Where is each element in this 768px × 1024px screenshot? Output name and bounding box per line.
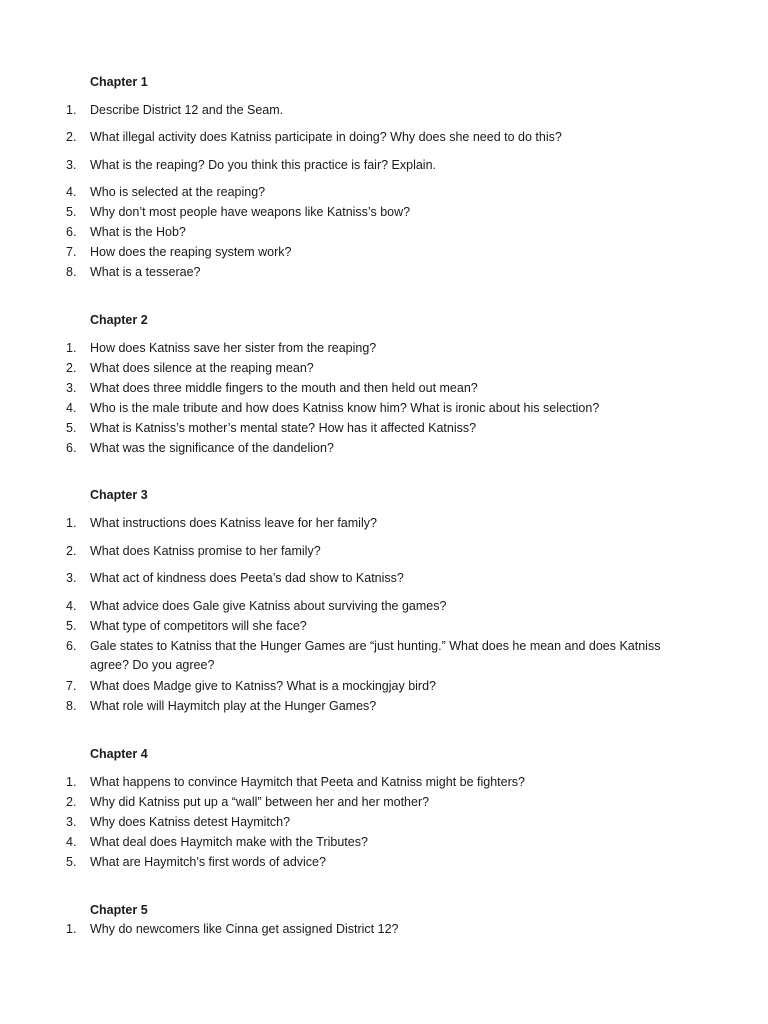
question-text: Gale states to Katniss that the Hunger Games are “just hunting.” What does he mean and does Katniss agree? Do you agree? xyxy=(90,639,661,672)
question-number: 5. xyxy=(66,421,77,435)
question-text: How does Katniss save her sister from the reaping? xyxy=(90,341,377,355)
question-text: What is the reaping? Do you think this practice is fair? Explain. xyxy=(90,158,437,172)
question-number: 1. xyxy=(66,341,77,355)
question-number: 1. xyxy=(66,775,77,789)
question-number: 1. xyxy=(66,922,77,936)
question-number: 4. xyxy=(66,401,77,415)
question-text: What is Katniss’s mother’s mental state? How has it affected Katniss? xyxy=(90,421,477,435)
question-number: 6. xyxy=(66,225,77,239)
question-number: 7. xyxy=(66,679,77,693)
question-text: Who is selected at the reaping? xyxy=(90,185,266,199)
question-text: What does Katniss promise to her family? xyxy=(90,544,321,558)
question-text: Describe District 12 and the Seam. xyxy=(90,103,284,117)
question-text: Why does Katniss detest Haymitch? xyxy=(90,815,291,829)
question-number: 6. xyxy=(66,441,77,455)
question-text: What does silence at the reaping mean? xyxy=(90,361,314,375)
question-number: 8. xyxy=(66,265,77,279)
question-number: 2. xyxy=(66,130,77,144)
question-number: 1. xyxy=(66,103,77,117)
question-text: What are Haymitch’s first words of advice? xyxy=(90,855,326,869)
question-number: 6. xyxy=(66,639,77,653)
question-number: 1. xyxy=(66,516,77,530)
question-text: Who is the male tribute and how does Katniss know him? What is ironic about his selection? xyxy=(90,401,600,415)
question-text: What deal does Haymitch make with the Tributes? xyxy=(90,835,368,849)
chapter-title: Chapter 3 xyxy=(90,488,148,502)
question-text: What happens to convince Haymitch that Peeta and Katniss might be fighters? xyxy=(90,775,525,789)
question-text: What instructions does Katniss leave for her family? xyxy=(90,516,377,530)
question-text: Why don’t most people have weapons like Katniss’s bow? xyxy=(90,205,411,219)
question-number: 3. xyxy=(66,381,77,395)
question-text: What type of competitors will she face? xyxy=(90,619,307,633)
question-number: 4. xyxy=(66,835,77,849)
question-text: What advice does Gale give Katniss about surviving the games? xyxy=(90,599,447,613)
question-number: 2. xyxy=(66,795,77,809)
question-number: 3. xyxy=(66,571,77,585)
question-number: 8. xyxy=(66,699,77,713)
question-text: Why did Katniss put up a “wall” between her and her mother? xyxy=(90,795,430,809)
question-text: What does Madge give to Katniss? What is a mockingjay bird? xyxy=(90,679,437,693)
question-text: What is the Hob? xyxy=(90,225,186,239)
question-number: 4. xyxy=(66,599,77,613)
question-text: Why do newcomers like Cinna get assigned District 12? xyxy=(90,922,399,936)
question-number: 5. xyxy=(66,205,77,219)
question-number: 4. xyxy=(66,185,77,199)
question-number: 3. xyxy=(66,815,77,829)
question-text: What is a tesserae? xyxy=(90,265,201,279)
question-number: 7. xyxy=(66,245,77,259)
question-text: What was the significance of the dandelion? xyxy=(90,441,334,455)
chapter-title: Chapter 5 xyxy=(90,903,148,917)
question-number: 5. xyxy=(66,855,77,869)
question-number: 2. xyxy=(66,361,77,375)
question-text: How does the reaping system work? xyxy=(90,245,292,259)
question-text: What act of kindness does Peeta’s dad show to Katniss? xyxy=(90,571,404,585)
chapter-title: Chapter 1 xyxy=(90,75,148,89)
question-number: 5. xyxy=(66,619,77,633)
question-number: 3. xyxy=(66,158,77,172)
question-text: What role will Haymitch play at the Hunger Games? xyxy=(90,699,377,713)
chapter-title: Chapter 4 xyxy=(90,747,148,761)
question-number: 2. xyxy=(66,544,77,558)
chapter-title: Chapter 2 xyxy=(90,313,148,327)
question-text: What does three middle fingers to the mouth and then held out mean? xyxy=(90,381,478,395)
question-text: What illegal activity does Katniss participate in doing? Why does she need to do this? xyxy=(90,130,562,144)
